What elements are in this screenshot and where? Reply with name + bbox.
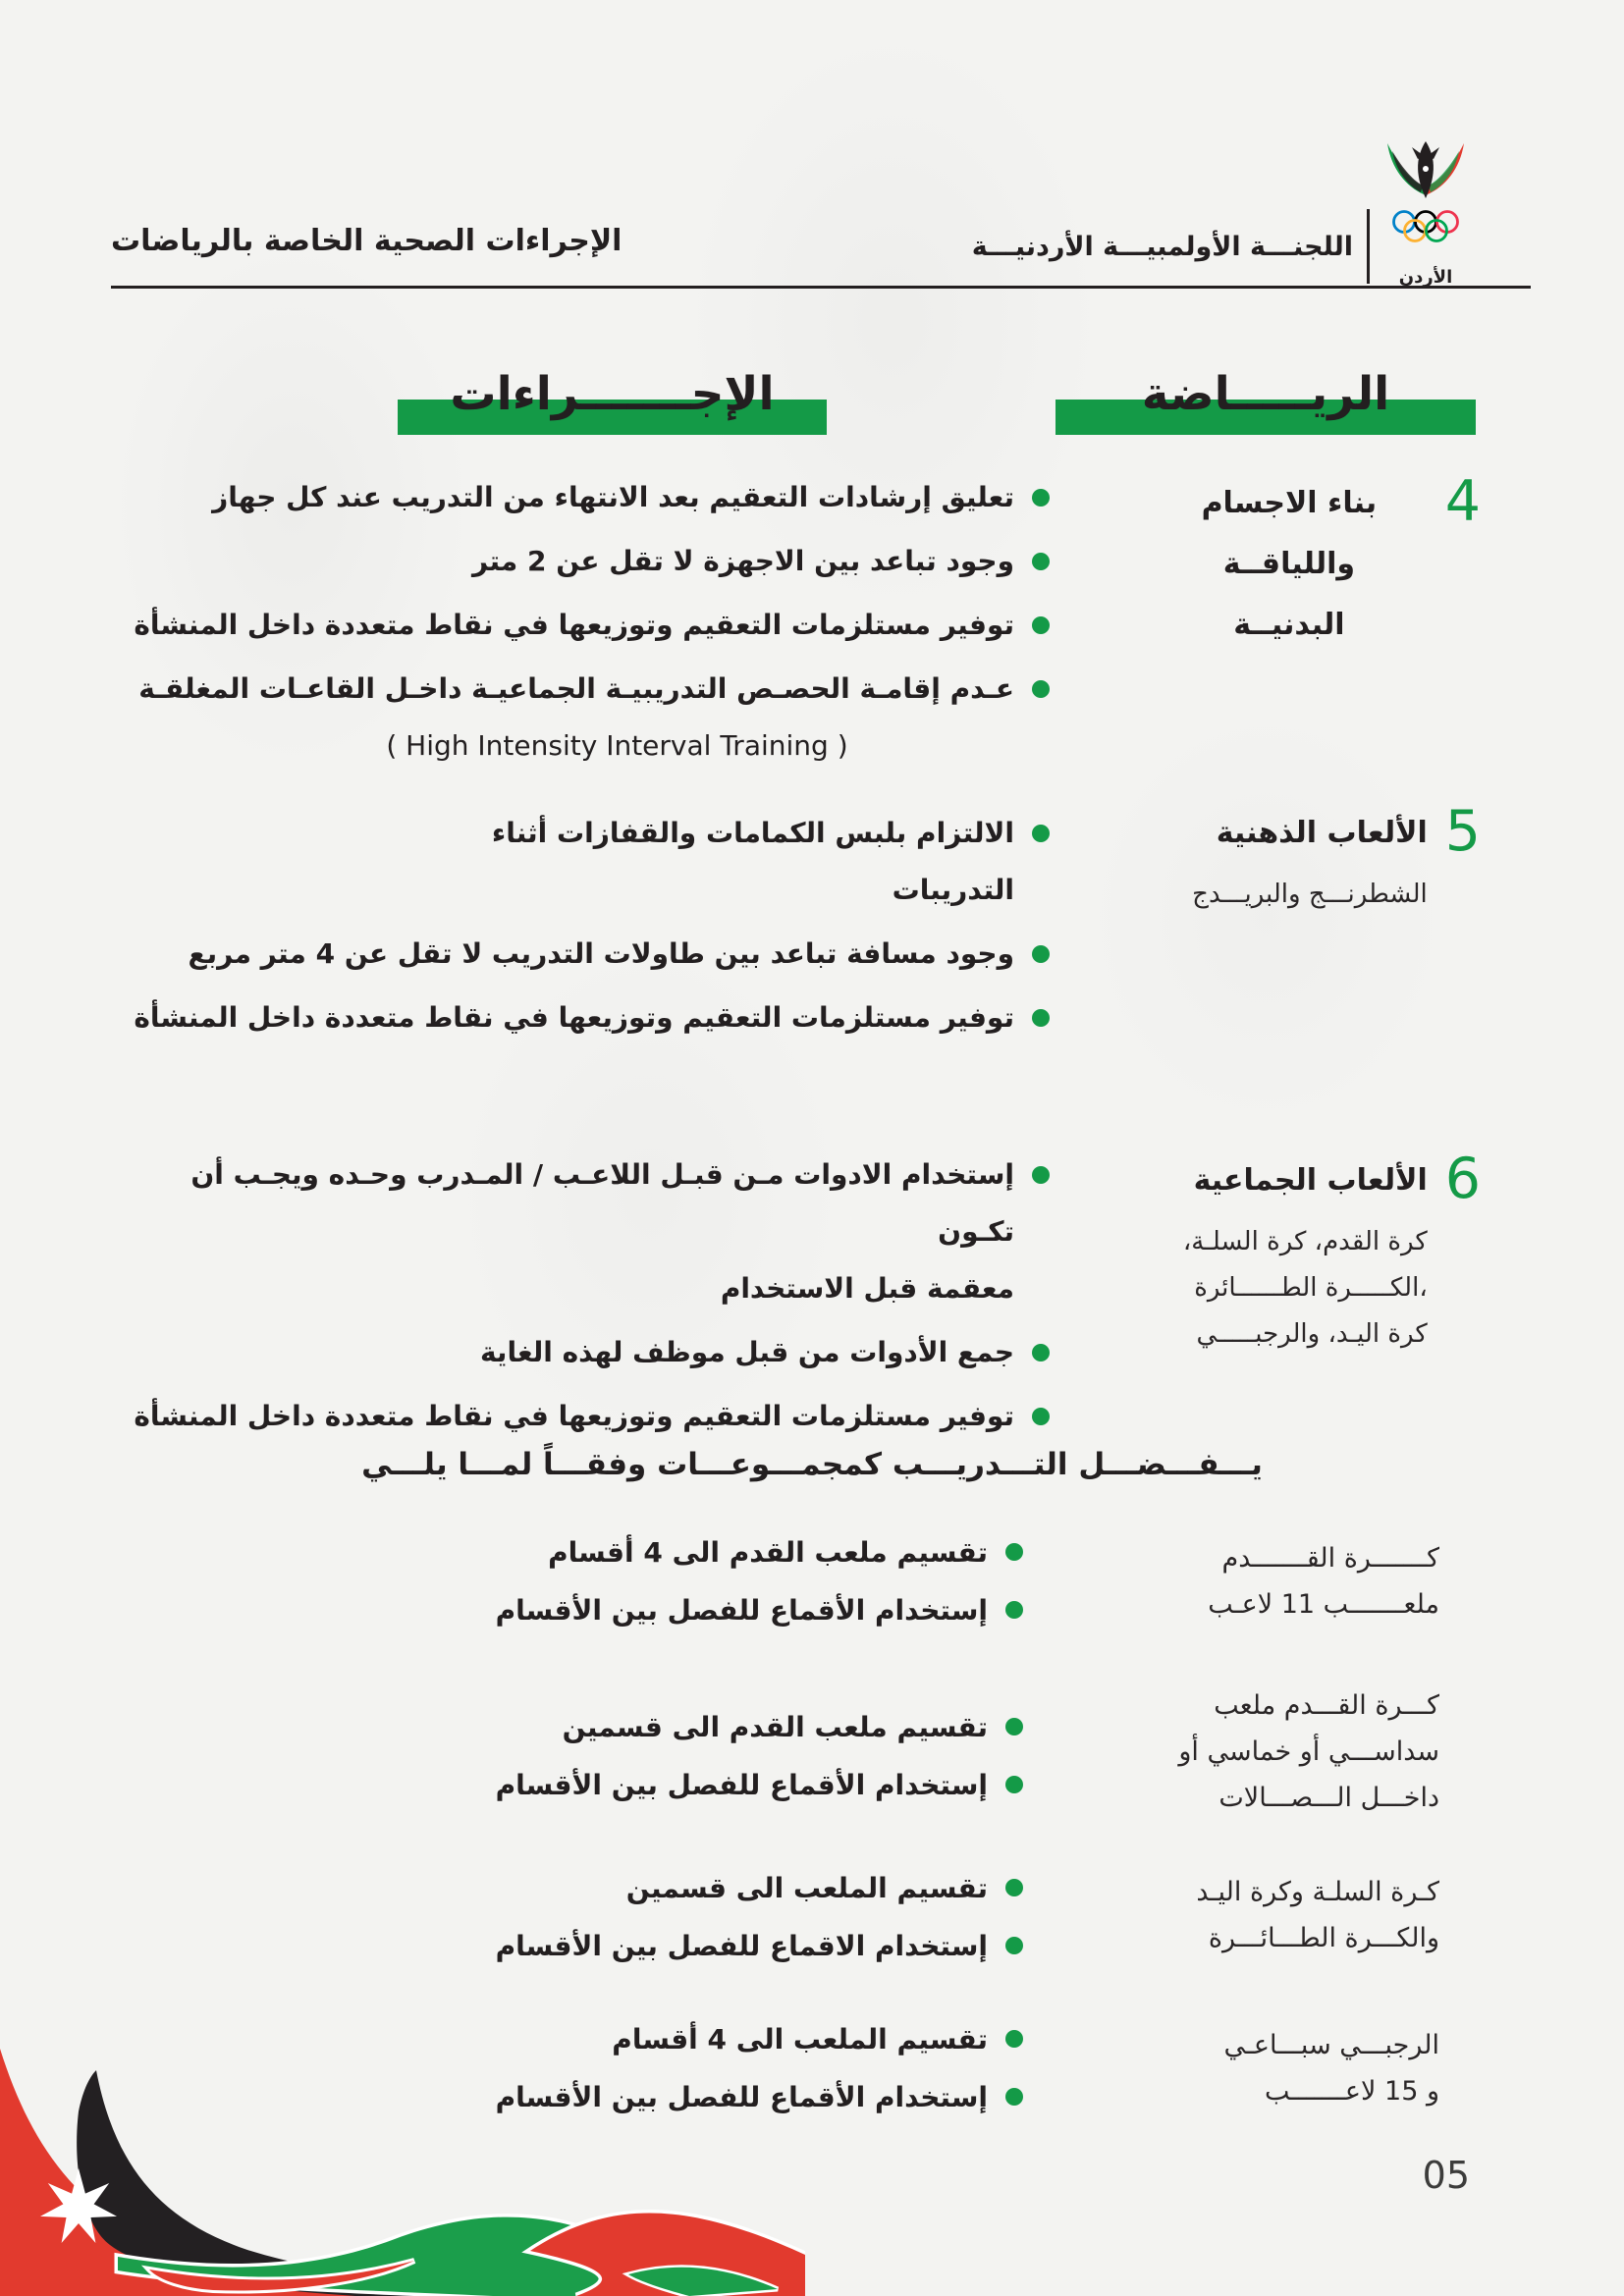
procedure-line: عـدم إقامـة الحصـص التدريبيـة الجماعيـة داخـل القاعـات المغلقـة — [138, 672, 1014, 705]
section-number: 6 — [1444, 1147, 1481, 1211]
procedure-item — [132, 1324, 1050, 1381]
procedure-item — [132, 1147, 1050, 1317]
group-row-label-line: و 15 لاعـــــــب — [1265, 2076, 1439, 2107]
procedure-line: جمع الأدوات من قبل موظف لهذه الغاية — [479, 1336, 1014, 1368]
procedure-item — [132, 597, 1050, 654]
group-row-label-line: داخـــل الـــصـــالات — [1218, 1783, 1439, 1813]
jordan-flag-wave-decoration — [0, 2043, 805, 2296]
group-row-procedures — [139, 1863, 1023, 1979]
section-subtitle-line: الشطرنـــج والبريـــدج — [1192, 880, 1428, 909]
section-subtitle-line: كرة اليـد، والرجبـــــي — [1196, 1319, 1428, 1349]
group-row-label — [1153, 2022, 1439, 2114]
procedure-item — [132, 661, 1050, 774]
procedure-item: إستخدام الأقماع للفصل بين الأقسام — [139, 1760, 1023, 1810]
page-title: الإجراءات الصحية الخاصة بالرياضات — [111, 224, 623, 258]
section-title-block — [1151, 1150, 1428, 1358]
procedure-item — [132, 469, 1050, 526]
sport-column-header: الريـــــاضة — [1141, 367, 1390, 421]
procedure-line: الالتزام بلبس الكمامات والقفازات أثناء — [491, 817, 1014, 849]
procedure-item: إستخدام الأقماع للفصل بين الأقسام — [139, 2072, 1023, 2122]
sport-label — [1151, 1147, 1481, 1358]
procedure-line: وجود مسافة تباعد بين طاولات التدريب لا تقل عن 4 متر مربع — [188, 937, 1014, 970]
sport-label — [1151, 469, 1481, 664]
procedure-line: التدريبات — [892, 874, 1014, 906]
section-title-block — [1151, 473, 1428, 664]
section-subtitle-line: ،الكـــــرة الطــــــائرة — [1194, 1273, 1428, 1303]
procedure-line: تعليق إرشادات التعقيم بعد الانتهاء من التدريب عند كل جهاز — [212, 481, 1014, 513]
group-row-label-line: الرجبـــي سبـــاعـي — [1223, 2030, 1439, 2060]
logo-caption: الأردن — [1398, 267, 1453, 288]
group-row-label — [1153, 1869, 1439, 1961]
procedure-item — [132, 926, 1050, 983]
procedure-line: وجود تباعد بين الاجهزة لا تقل عن 2 متر — [472, 545, 1014, 577]
group-row-label-line: كـــرة القـــدم ملعب — [1214, 1690, 1439, 1721]
header-divider — [1367, 209, 1370, 284]
section-number: 5 — [1444, 799, 1481, 864]
jordan-olympic-committee-logo — [1375, 137, 1477, 293]
procedure-item — [132, 989, 1050, 1046]
section-number: 4 — [1444, 469, 1481, 534]
procedure-item: تقسيم ملعب القدم الى 4 أقسام — [139, 1527, 1023, 1577]
section-title-line: الألعاب الجماعية — [1193, 1163, 1428, 1198]
section-title-line: البدنيــة — [1233, 608, 1345, 642]
procedure-item — [132, 533, 1050, 590]
procedure-line: معقمة قبل الاستخدام — [720, 1272, 1014, 1305]
group-row-procedures — [139, 1527, 1023, 1643]
procedure-item: تقسيم الملعب الى قسمين — [139, 1863, 1023, 1913]
section-title-line: واللياقــة — [1222, 547, 1356, 581]
group-row-procedures — [139, 1702, 1023, 1818]
procedure-line: توفير مستلزمات التعقيم وتوزيعها في نقاط متعددة داخل المنشأة — [134, 609, 1014, 641]
group-row-label-line: سداســـي أو خماسي أو — [1178, 1736, 1439, 1767]
group-row-label-line: والكـــرة الطـــائـــرة — [1208, 1923, 1439, 1953]
procedure-item — [132, 805, 1050, 919]
section-title-line: بناء الاجسام — [1201, 486, 1378, 520]
header-rule — [111, 286, 1531, 289]
section-title-block — [1151, 803, 1428, 918]
page-number: 05 — [1422, 2154, 1470, 2197]
olympic-rings-icon — [1394, 212, 1458, 241]
sport-label — [1151, 799, 1481, 918]
procedure-item — [132, 1388, 1050, 1445]
procedure-line: ( High Intensity Interval Training ) — [386, 729, 848, 762]
group-row-label-line: كـــــــرة القـــــــدم — [1221, 1543, 1439, 1574]
procedure-item: إستخدام الأقماع للفصل بين الأقسام — [139, 1585, 1023, 1635]
procedure-item: تقسيم الملعب الى 4 أقسام — [139, 2014, 1023, 2064]
group-row-label — [1153, 1682, 1439, 1821]
procedure-item: تقسيم ملعب القدم الى قسمين — [139, 1702, 1023, 1752]
group-training-note: يـــفـــضـــل التـــدريـــب كمجمـــوعـــات وفقـــاً لمـــا يلـــي — [361, 1447, 1263, 1482]
group-row-label — [1153, 1535, 1439, 1628]
group-row-label-line: كـرة السلـة وكرة اليـد — [1196, 1877, 1439, 1907]
procedures-column-header: الإجـــــــراءات — [450, 367, 775, 421]
section-title-line: الألعاب الذهنية — [1216, 816, 1428, 850]
procedure-line: توفير مستلزمات التعقيم وتوزيعها في نقاط متعددة داخل المنشأة — [134, 1400, 1014, 1432]
procedure-line: إستخدام الادوات مـن قبـل اللاعـب / المـدرب وحـده ويجـب أن تكـون — [190, 1158, 1014, 1248]
section-subtitle-line: كرة القدم، كرة السلـة، — [1182, 1227, 1428, 1256]
committee-name: اللجنـــة الأولمبيـــة الأردنيـــة — [971, 232, 1353, 262]
procedure-list — [132, 1147, 1050, 1452]
procedure-list — [132, 805, 1050, 1053]
procedure-item: إستخدام الاقماع للفصل بين الأقسام — [139, 1921, 1023, 1971]
procedure-line: توفير مستلزمات التعقيم وتوزيعها في نقاط متعددة داخل المنشأة — [134, 1001, 1014, 1034]
emblem-icon — [1387, 141, 1464, 198]
group-row-label-line: ملعـــــــب 11 لاعـب — [1208, 1589, 1439, 1620]
procedure-list — [132, 469, 1050, 781]
